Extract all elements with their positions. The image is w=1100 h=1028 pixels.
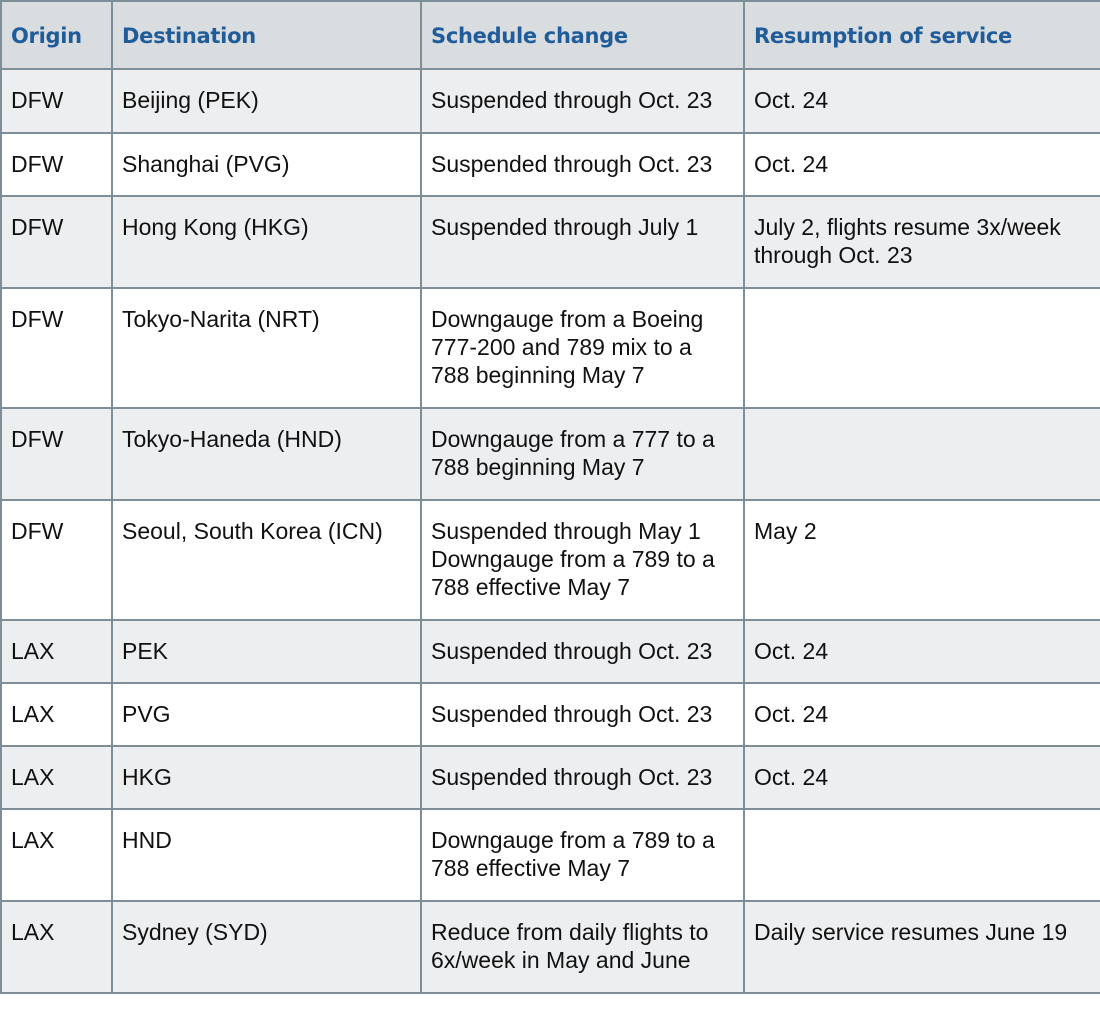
table-body [1,69,1100,993]
cell-schedule-change [421,683,744,746]
schedule-change-line: 777-200 and 789 mix to a [431,334,692,360]
cell-resumption [744,196,1100,288]
resumption-line: May 2 [754,518,817,544]
cell-destination: Shanghai (PVG) [112,133,421,196]
cell-resumption [744,288,1100,408]
schedule-change-line: Downgauge from a Boeing [431,306,704,332]
cell-schedule-change [421,809,744,901]
cell-destination: Tokyo-Narita (NRT) [112,288,421,408]
schedule-change-line: Suspended through May 1 [431,518,701,544]
schedule-change-line: Downgauge from a 789 to a [431,827,715,853]
cell-origin: DFW [1,133,112,196]
cell-destination: HKG [112,746,421,809]
header-schedule-change: Schedule change [421,1,744,69]
cell-resumption [744,69,1100,133]
cell-origin: DFW [1,408,112,500]
table-row [1,500,1100,620]
cell-schedule-change [421,620,744,683]
cell-destination: Hong Kong (HKG) [112,196,421,288]
table-row [1,683,1100,746]
cell-origin: LAX [1,901,112,993]
resumption-line: Oct. 24 [754,87,829,113]
cell-destination: Tokyo-Haneda (HND) [112,408,421,500]
cell-resumption [744,746,1100,809]
cell-destination: Seoul, South Korea (ICN) [112,500,421,620]
header-origin: Origin [1,1,112,69]
header-row [1,1,1100,69]
cell-schedule-change [421,746,744,809]
schedule-change-line: Suspended through Oct. 23 [431,701,713,727]
cell-schedule-change [421,288,744,408]
resumption-line: Oct. 24 [754,764,829,790]
cell-destination: HND [112,809,421,901]
cell-resumption [744,809,1100,901]
resumption-line: Daily service resumes June 19 [754,919,1068,945]
resumption-line: Oct. 24 [754,638,829,664]
cell-resumption [744,408,1100,500]
table-row [1,196,1100,288]
table-row [1,288,1100,408]
cell-origin: DFW [1,500,112,620]
cell-schedule-change [421,500,744,620]
cell-origin: LAX [1,683,112,746]
schedule-change-line: 788 effective May 7 [431,855,631,881]
table-row [1,809,1100,901]
schedule-change-line: Downgauge from a 789 to a [431,546,715,572]
table-row [1,901,1100,993]
cell-resumption [744,683,1100,746]
schedule-change-line: Suspended through Oct. 23 [431,87,713,113]
schedule-change-line: 6x/week in May and June [431,947,691,973]
cell-resumption [744,133,1100,196]
schedule-change-line: Suspended through Oct. 23 [431,638,713,664]
cell-origin: DFW [1,196,112,288]
cell-destination: Beijing (PEK) [112,69,421,133]
cell-resumption [744,500,1100,620]
cell-origin: LAX [1,620,112,683]
cell-destination: PEK [112,620,421,683]
schedule-change-line: Suspended through July 1 [431,214,699,240]
schedule-change-line: 788 beginning May 7 [431,362,645,388]
resumption-line: July 2, flights resume 3x/week [754,214,1061,240]
cell-origin: DFW [1,288,112,408]
schedule-change-line: 788 beginning May 7 [431,454,645,480]
resumption-line: Oct. 24 [754,701,829,727]
header-resumption-of-service: Resumption of service [744,1,1100,69]
table-row [1,620,1100,683]
table-row [1,746,1100,809]
table-row [1,69,1100,133]
cell-schedule-change [421,133,744,196]
cell-origin: LAX [1,746,112,809]
schedule-change-line: Downgauge from a 777 to a [431,426,715,452]
table-row [1,408,1100,500]
cell-origin: DFW [1,69,112,133]
cell-destination: PVG [112,683,421,746]
schedule-change-line: Reduce from daily flights to [431,919,709,945]
cell-schedule-change [421,69,744,133]
schedule-change-line: 788 effective May 7 [431,574,631,600]
cell-schedule-change [421,196,744,288]
cell-resumption [744,901,1100,993]
schedule-change-line: Suspended through Oct. 23 [431,764,713,790]
cell-schedule-change [421,408,744,500]
cell-resumption [744,620,1100,683]
cell-origin: LAX [1,809,112,901]
resumption-line: Oct. 24 [754,151,829,177]
resumption-line: through Oct. 23 [754,242,913,268]
schedule-change-line: Suspended through Oct. 23 [431,151,713,177]
header-destination: Destination [112,1,421,69]
table-row [1,133,1100,196]
cell-schedule-change [421,901,744,993]
cell-destination: Sydney (SYD) [112,901,421,993]
